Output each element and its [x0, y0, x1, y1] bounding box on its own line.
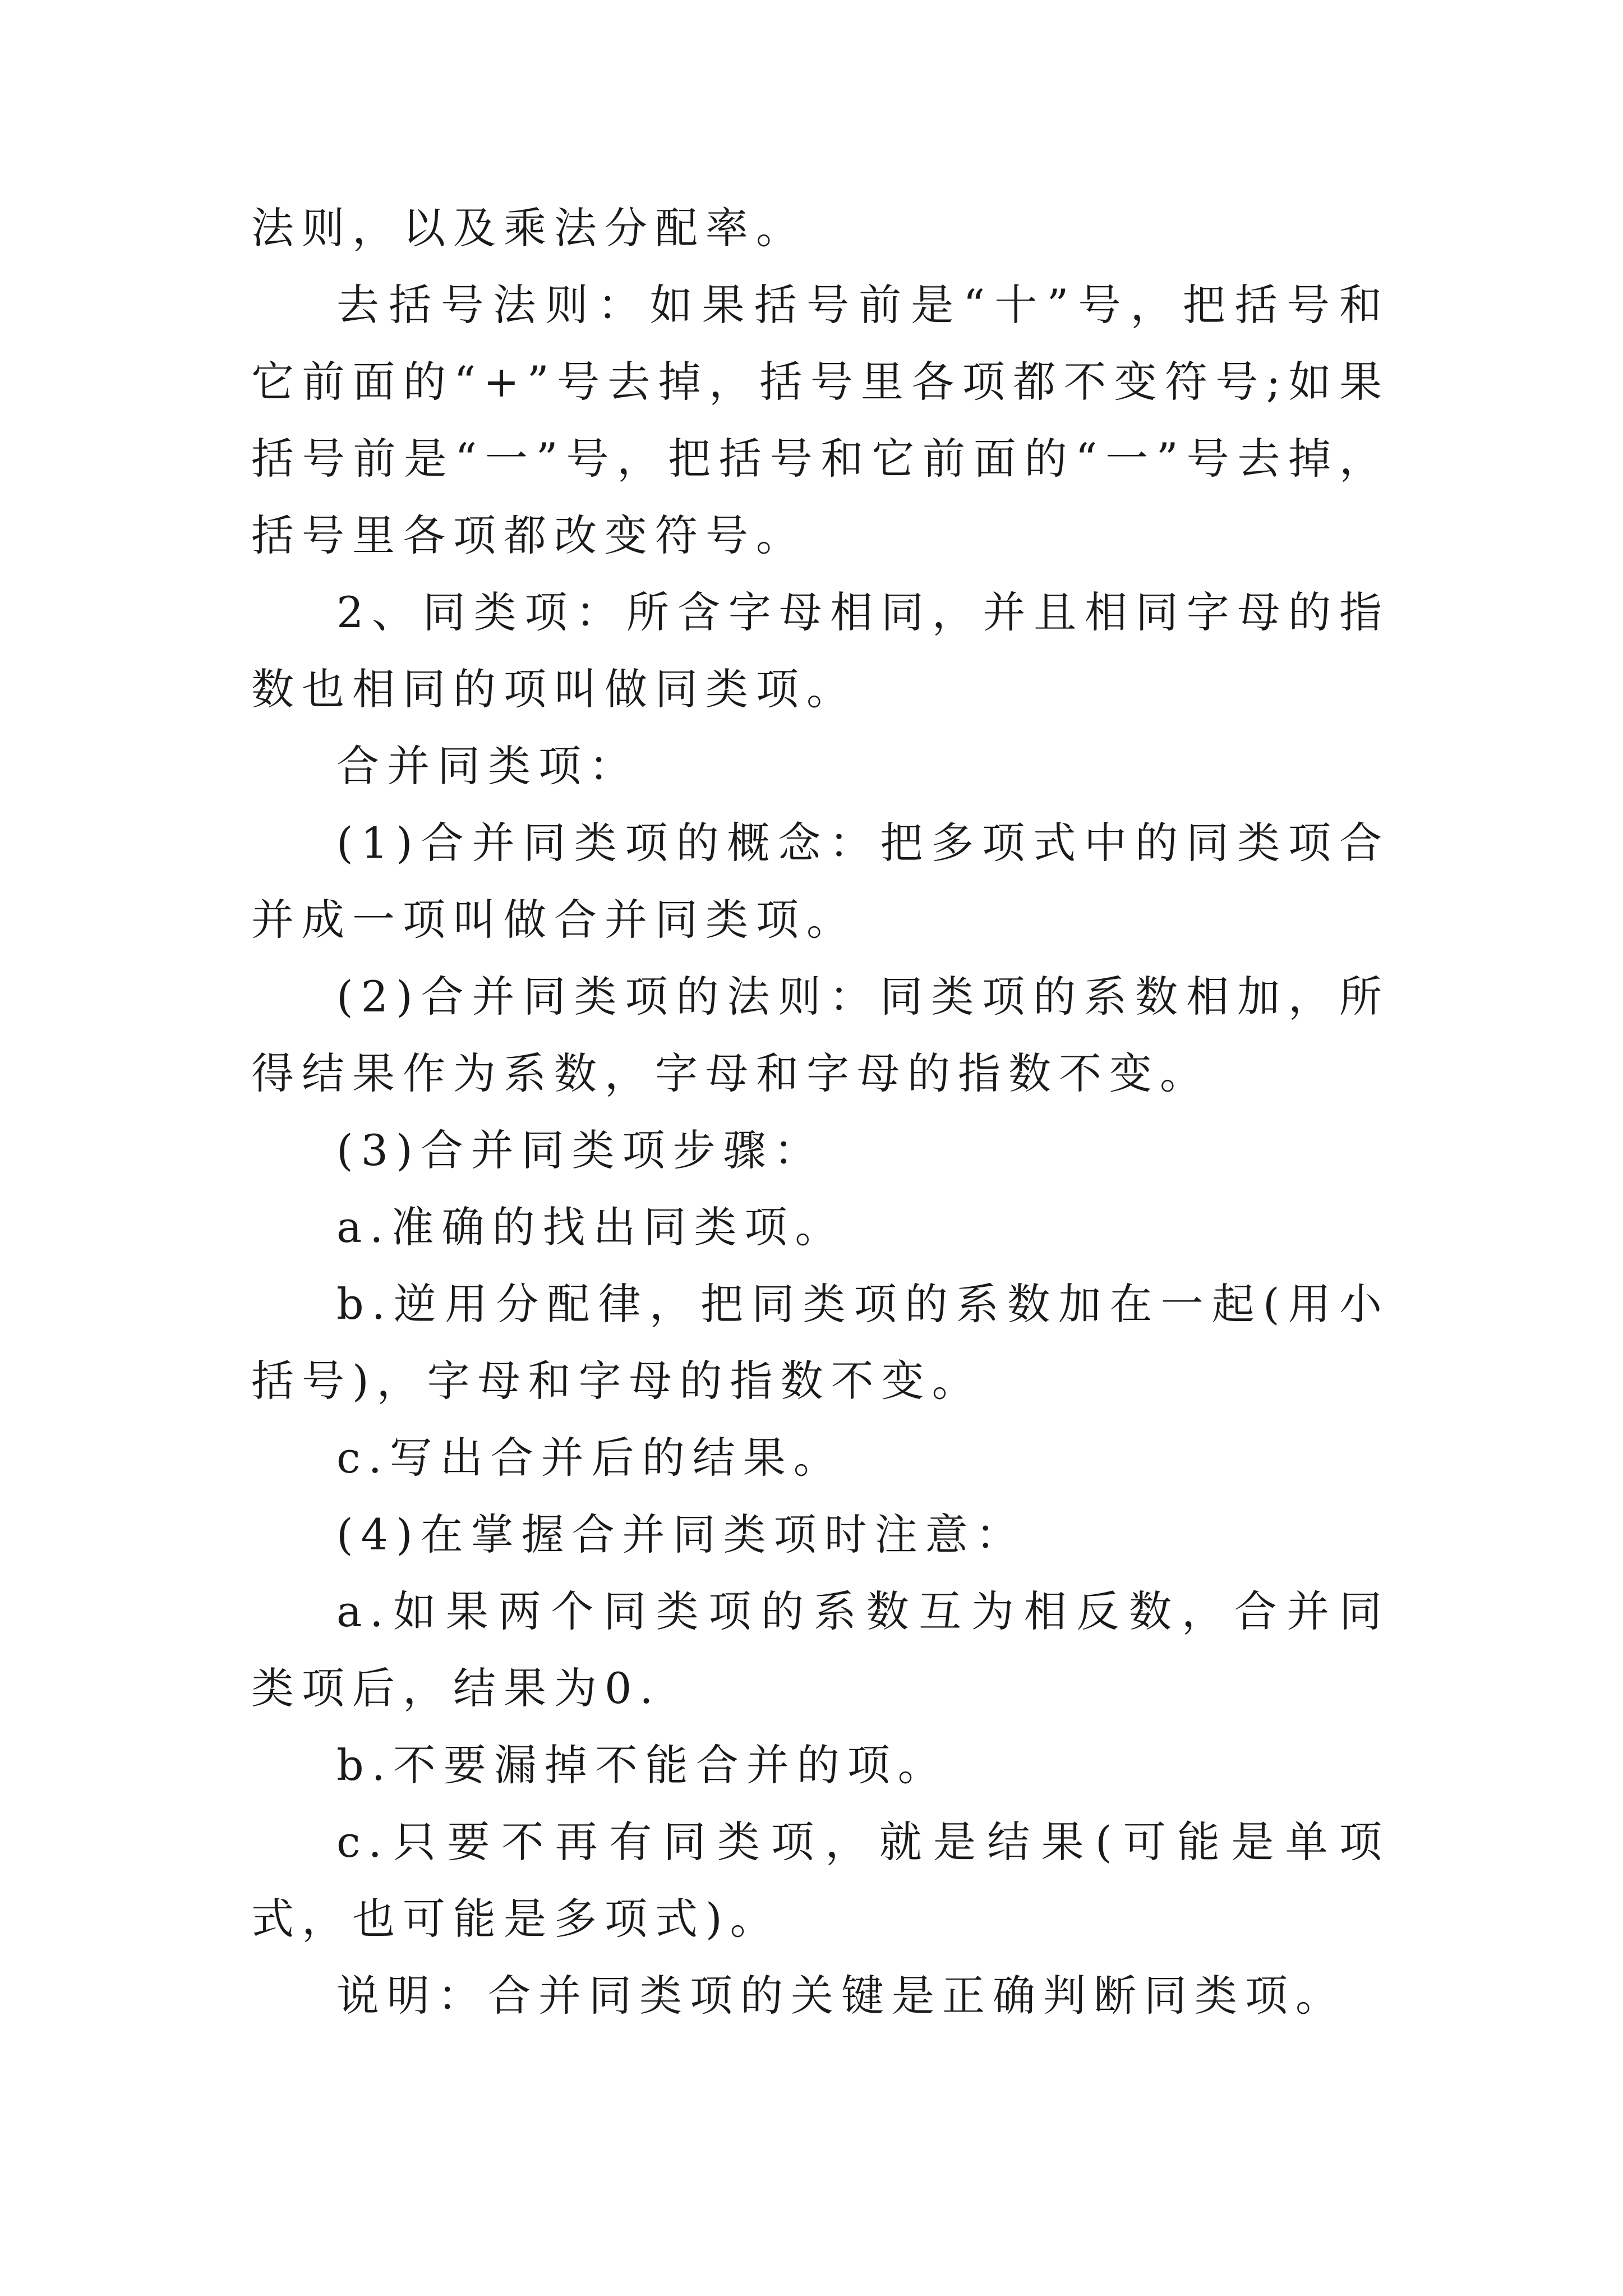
paragraph-like-terms-definition: 2、同类项：所含字母相同，并且相同字母的指数也相同的项叫做同类项。 [251, 587, 1390, 714]
paragraph-combine-heading: 合并同类项： [336, 741, 639, 791]
paragraph-step-a: a.准确的找出同类项。 [336, 1202, 846, 1252]
paragraph-rule: (2)合并同类项的法则：同类项的系数相加，所得结果作为系数，字母和字母的指数不变。 [251, 972, 1390, 1098]
paragraph-continuation: 法则，以及乘法分配率。 [251, 203, 806, 253]
paragraph-step-c: c.写出合并后的结果。 [336, 1433, 844, 1483]
paragraph-steps-heading: (3)合并同类项步骤： [336, 1125, 824, 1175]
paragraph-note-a: a.如果两个同类项的系数互为相反数，合并同类项后，结果为0. [251, 1586, 1390, 1713]
paragraph-note-c: c.只要不再有同类项，就是结果(可能是单项式，也可能是多项式)。 [251, 1817, 1390, 1944]
paragraph-bracket-rule: 去括号法则：如果括号前是“十”号，把括号和它前面的“+”号去掉，括号里各项都不变符号;如果括号前是“一”号，把括号和它前面的“一”号去掉，括号里各项都改变符号。 [251, 280, 1390, 560]
paragraph-step-b: b.逆用分配律，把同类项的系数加在一起(用小括号)，字母和字母的指数不变。 [251, 1279, 1390, 1406]
paragraph-notes-heading: (4)在掌握合并同类项时注意： [336, 1510, 1026, 1559]
document-page [251, 190, 1390, 2034]
paragraph-note-b: b.不要漏掉不能合并的项。 [336, 1740, 948, 1790]
paragraph-concept: (1)合并同类项的概念：把多项式中的同类项合并成一项叫做合并同类项。 [251, 818, 1390, 945]
paragraph-explanation: 说明：合并同类项的关键是正确判断同类项。 [336, 1971, 1346, 2021]
